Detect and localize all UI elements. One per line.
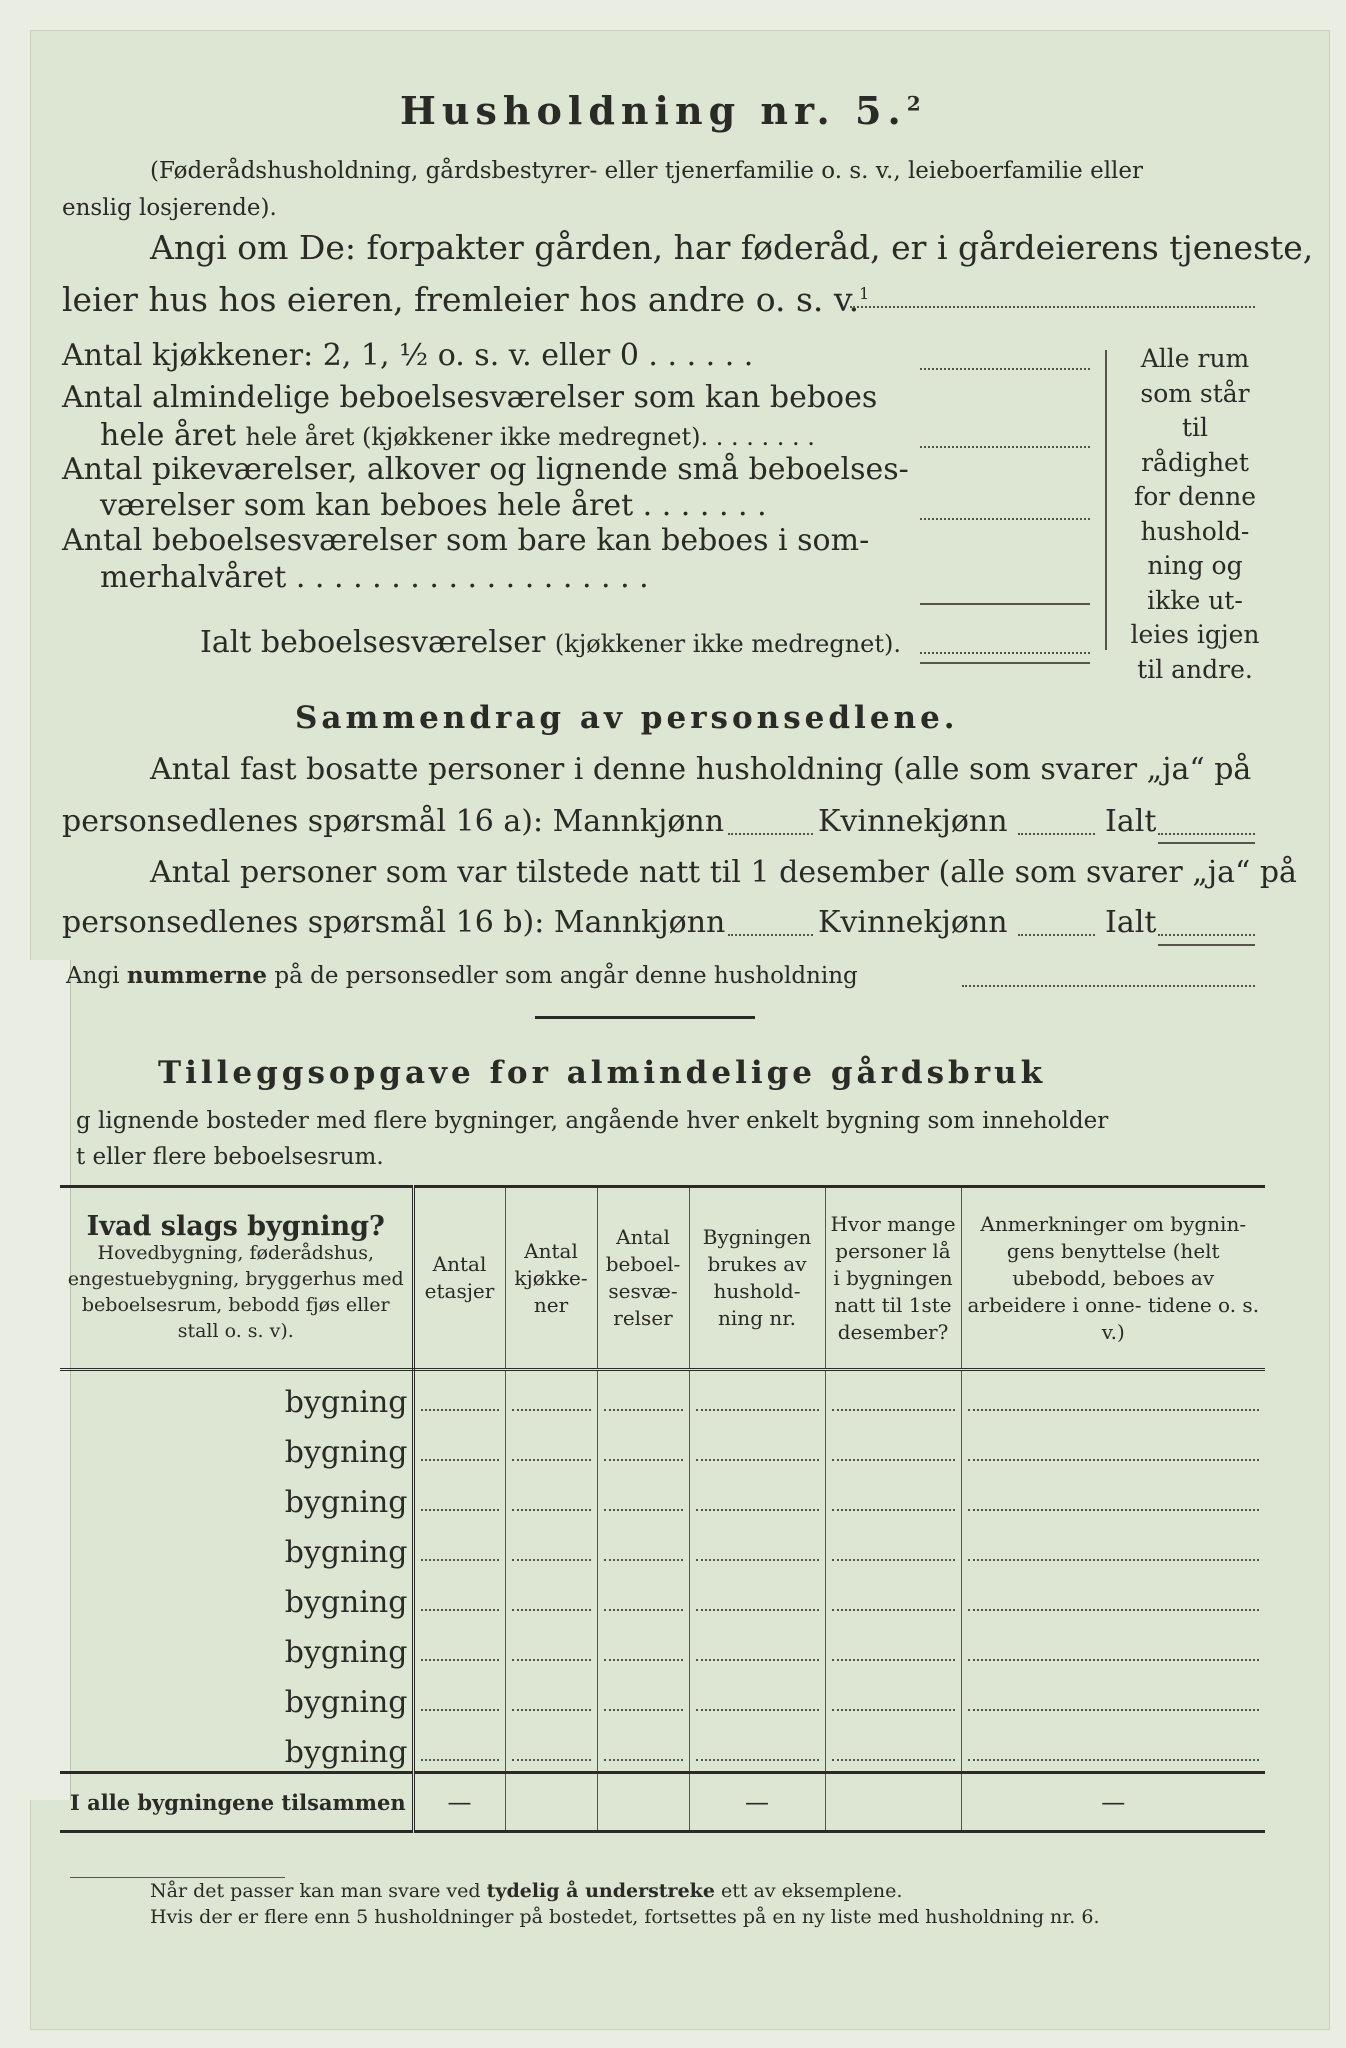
header-persons: Hvor mange personer lå i bygningen natt til 1ste desember?: [825, 1187, 961, 1370]
rooms-cell[interactable]: [597, 1571, 689, 1621]
cell-dotted-line: [604, 1409, 683, 1411]
floors-cell[interactable]: [413, 1521, 505, 1571]
header-household-no: Bygningen brukes av hushold- ning nr.: [689, 1187, 825, 1370]
supplement-line-1: g lignende bosteder med flere bygninger, angående hver enkelt bygning som inneholder: [76, 1108, 1109, 1134]
header-kitchens: Antal kjøkke- ner: [505, 1187, 597, 1370]
rooms-cell[interactable]: [597, 1721, 689, 1773]
floors-cell[interactable]: [413, 1621, 505, 1671]
intro-answer-line[interactable]: [850, 306, 1255, 308]
cell-dotted-line: [696, 1559, 819, 1561]
building-row-label[interactable]: bygning: [60, 1370, 413, 1422]
summary-heading: Sammendrag av personsedlene.: [295, 700, 959, 736]
summer-rooms-label-1: Antal beboelsesværelser som bare kan beboes i som-: [62, 523, 870, 558]
household-cell[interactable]: [689, 1471, 825, 1521]
persons-cell[interactable]: [825, 1571, 961, 1621]
p2-total-underline: [1158, 944, 1255, 946]
cell-dotted-line: [512, 1609, 591, 1611]
floors-cell[interactable]: [413, 1671, 505, 1721]
cell-dotted-line: [696, 1709, 819, 1711]
persons-cell[interactable]: [825, 1521, 961, 1571]
remarks-cell[interactable]: [961, 1471, 1265, 1521]
total-row-label: I alle bygningene tilsammen: [60, 1773, 413, 1832]
summary-p2-line-1: Antal personer som var tilstede natt til 1 desember (alle som svarer „ja“ på: [150, 855, 1297, 890]
cell-dotted-line: [832, 1459, 955, 1461]
p2-total-label: Ialt: [1105, 905, 1157, 940]
table-row: [60, 1571, 1265, 1621]
floors-cell[interactable]: [413, 1370, 505, 1422]
kitchens-cell[interactable]: [505, 1521, 597, 1571]
cell-dotted-line: [604, 1609, 683, 1611]
persons-cell[interactable]: [825, 1421, 961, 1471]
summer-rooms-answer-line[interactable]: [920, 603, 1090, 605]
p1-total-label: Ialt: [1105, 804, 1157, 839]
household-cell[interactable]: [689, 1571, 825, 1621]
ordinary-rooms-label-2: hele året hele året (kjøkkener ikke medregnet). . . . . . . .: [100, 418, 815, 453]
kitchens-cell[interactable]: [505, 1721, 597, 1773]
cell-dotted-line: [421, 1709, 499, 1711]
table-header-row: [60, 1187, 1265, 1370]
cell-dotted-line: [512, 1559, 591, 1561]
persons-cell[interactable]: [825, 1471, 961, 1521]
cell-dotted-line: [968, 1709, 1260, 1711]
cell-dotted-line: [968, 1659, 1260, 1661]
cell-dotted-line: [512, 1459, 591, 1461]
subtitle-line-1: (Føderådshusholdning, gårdsbestyrer- eller tjenerfamilie o. s. v., leieboerfamilie eller: [150, 158, 1144, 184]
floors-cell[interactable]: [413, 1471, 505, 1521]
cell-dotted-line: [696, 1609, 819, 1611]
remarks-cell[interactable]: [961, 1421, 1265, 1471]
total-rooms-answer-line[interactable]: [920, 652, 1090, 654]
maid-rooms-answer-line[interactable]: [920, 518, 1090, 520]
cell-dotted-line: [421, 1609, 499, 1611]
p1-male-field[interactable]: [728, 833, 813, 835]
cell-dotted-line: [832, 1659, 955, 1661]
cell-dotted-line: [604, 1559, 683, 1561]
cell-dotted-line: [696, 1509, 819, 1511]
kitchens-cell[interactable]: [505, 1571, 597, 1621]
cell-dotted-line: [421, 1659, 499, 1661]
cell-dotted-line: [421, 1509, 499, 1511]
total-household: —: [689, 1773, 825, 1832]
household-cell[interactable]: [689, 1621, 825, 1671]
kitchens-cell[interactable]: [505, 1471, 597, 1521]
header-remarks: Anmerkninger om bygnin- gens benyttelse (helt ubebodd, beboes av arbeidere i onne- tidene o. s. v.): [961, 1187, 1265, 1370]
cell-dotted-line: [604, 1659, 683, 1661]
remarks-cell[interactable]: [961, 1571, 1265, 1621]
supplement-line-2: t eller flere beboelsesrum.: [76, 1144, 384, 1170]
summary-p1-line-2: personsedlenes spørsmål 16 a): Mannkjønn: [62, 804, 725, 839]
footnote-2: Hvis der er flere enn 5 husholdninger på bostedet, fortsettes på en ny liste med husholdning nr. 6.: [150, 1906, 1100, 1928]
table-row: [60, 1721, 1265, 1773]
persons-cell[interactable]: [825, 1721, 961, 1773]
floors-cell[interactable]: [413, 1721, 505, 1773]
kitchens-label: Antal kjøkkener: 2, 1, ½ o. s. v. eller 0 . . . . . .: [62, 338, 754, 373]
kitchens-cell[interactable]: [505, 1621, 597, 1671]
cell-dotted-line: [604, 1759, 683, 1761]
page-title: Husholdning nr. 5.$^2$: [400, 88, 921, 133]
header-floors: Antal etasjer: [413, 1187, 505, 1370]
cell-dotted-line: [968, 1409, 1260, 1411]
summary-p2-line-2: personsedlenes spørsmål 16 b): Mannkjønn: [62, 905, 726, 940]
section-divider: [535, 1016, 755, 1019]
rooms-cell[interactable]: [597, 1671, 689, 1721]
remarks-cell[interactable]: [961, 1671, 1265, 1721]
building-row-label[interactable]: bygning: [60, 1721, 413, 1773]
floors-cell[interactable]: [413, 1421, 505, 1471]
cell-dotted-line: [696, 1459, 819, 1461]
supplement-heading: Tilleggsopgave for almindelige gårdsbruk: [158, 1055, 1047, 1091]
numbers-label: Angi nummerne på de personsedler som angår denne husholdning: [66, 962, 858, 989]
cell-dotted-line: [604, 1509, 683, 1511]
cell-dotted-line: [512, 1659, 591, 1661]
side-note: Alle rum som står til rådighet for denne hushold- ning og ikke ut- leies igjen til andre.: [1130, 344, 1260, 684]
table-row: [60, 1421, 1265, 1471]
total-floors: —: [413, 1773, 505, 1832]
cell-dotted-line: [604, 1459, 683, 1461]
building-row-label[interactable]: bygning: [60, 1521, 413, 1571]
persons-cell[interactable]: [825, 1621, 961, 1671]
cell-dotted-line: [832, 1759, 955, 1761]
numbers-field[interactable]: [962, 985, 1255, 987]
total-rooms-underline: [920, 662, 1090, 664]
cell-dotted-line: [512, 1759, 591, 1761]
cell-dotted-line: [696, 1659, 819, 1661]
remarks-cell[interactable]: [961, 1521, 1265, 1571]
building-row-label[interactable]: bygning: [60, 1621, 413, 1671]
cell-dotted-line: [421, 1559, 499, 1561]
household-cell[interactable]: [689, 1671, 825, 1721]
kitchens-answer-line[interactable]: [920, 368, 1090, 370]
cell-dotted-line: [832, 1709, 955, 1711]
persons-cell[interactable]: [825, 1370, 961, 1422]
floors-cell[interactable]: [413, 1571, 505, 1621]
remarks-cell[interactable]: [961, 1621, 1265, 1671]
kitchens-cell[interactable]: [505, 1370, 597, 1422]
header-rooms: Antal beboel- sesvæ- relser: [597, 1187, 689, 1370]
cell-dotted-line: [968, 1459, 1260, 1461]
p2-male-field[interactable]: [728, 934, 813, 936]
cell-dotted-line: [968, 1609, 1260, 1611]
rooms-cell[interactable]: [597, 1370, 689, 1422]
p1-female-label: Kvinnekjønn: [818, 804, 1008, 839]
household-cell[interactable]: [689, 1721, 825, 1773]
cell-dotted-line: [696, 1409, 819, 1411]
kitchens-cell[interactable]: [505, 1421, 597, 1471]
total-kitchens[interactable]: [505, 1773, 597, 1832]
cell-dotted-line: [968, 1509, 1260, 1511]
rooms-cell[interactable]: [597, 1471, 689, 1521]
cell-dotted-line: [421, 1459, 499, 1461]
buildings-table: [60, 1185, 1265, 1833]
household-cell[interactable]: [689, 1421, 825, 1471]
rooms-cell[interactable]: [597, 1421, 689, 1471]
cell-dotted-line: [696, 1759, 819, 1761]
table-row: [60, 1471, 1265, 1521]
kitchens-cell[interactable]: [505, 1671, 597, 1721]
rooms-cell[interactable]: [597, 1621, 689, 1671]
cell-dotted-line: [832, 1409, 955, 1411]
building-row-label[interactable]: bygning: [60, 1421, 413, 1471]
remarks-cell[interactable]: [961, 1721, 1265, 1773]
table-row: [60, 1671, 1265, 1721]
total-rooms[interactable]: [597, 1773, 689, 1832]
ordinary-rooms-label-1: Antal almindelige beboelsesværelser som kan beboes: [62, 380, 878, 415]
cell-dotted-line: [604, 1709, 683, 1711]
p1-female-field[interactable]: [1018, 833, 1095, 835]
p1-total-field[interactable]: [1158, 833, 1255, 835]
header-building-type: Ivad slags bygning? Hovedbygning, føderådshus, engestuebygning, bryggerhus med beboelsesrum, bebodd fjøs eller stall o. s. v).: [60, 1187, 413, 1370]
table-row: [60, 1370, 1265, 1422]
building-row-label[interactable]: bygning: [60, 1671, 413, 1721]
cell-dotted-line: [421, 1409, 499, 1411]
footnote-1: Når det passer kan man svare ved tydelig å understreke ett av eksemplene.: [150, 1880, 903, 1902]
persons-cell[interactable]: [825, 1671, 961, 1721]
cell-dotted-line: [832, 1559, 955, 1561]
total-remarks: —: [961, 1773, 1265, 1832]
cell-dotted-line: [832, 1609, 955, 1611]
intro-line-2: leier hus hos eieren, fremleier hos andre o. s. v.$^1$: [62, 280, 870, 319]
cell-dotted-line: [512, 1409, 591, 1411]
side-note-brace: [1105, 350, 1121, 650]
household-cell[interactable]: [689, 1370, 825, 1422]
maid-rooms-label-2: værelser som kan beboes hele året . . . . . . .: [100, 488, 767, 523]
rooms-cell[interactable]: [597, 1521, 689, 1571]
building-row-label[interactable]: bygning: [60, 1471, 413, 1521]
p2-total-field[interactable]: [1158, 934, 1255, 936]
intro-line-1: Angi om De: forpakter gården, har føderåd, er i gårdeierens tjeneste,: [150, 228, 1314, 267]
table-row: [60, 1521, 1265, 1571]
subtitle-line-2: enslig losjerende).: [62, 195, 277, 221]
summer-rooms-label-2: merhalvåret . . . . . . . . . . . . . . . . . . .: [100, 560, 649, 595]
remarks-cell[interactable]: [961, 1370, 1265, 1422]
building-row-label[interactable]: bygning: [60, 1571, 413, 1621]
cell-dotted-line: [968, 1559, 1260, 1561]
cell-dotted-line: [512, 1509, 591, 1511]
cell-dotted-line: [968, 1759, 1260, 1761]
summary-p1-line-1: Antal fast bosatte personer i denne husholdning (alle som svarer „ja“ på: [150, 752, 1252, 787]
table-total-row: [60, 1773, 1265, 1832]
cell-dotted-line: [832, 1509, 955, 1511]
footnote-separator: [70, 1877, 285, 1878]
total-rooms-label: Ialt beboelsesværelser (kjøkkener ikke medregnet).: [200, 625, 902, 660]
maid-rooms-label-1: Antal pikeværelser, alkover og lignende små beboelses-: [62, 452, 909, 487]
household-cell[interactable]: [689, 1521, 825, 1571]
ordinary-rooms-answer-line[interactable]: [920, 446, 1090, 448]
total-persons[interactable]: [825, 1773, 961, 1832]
p1-total-underline: [1158, 842, 1255, 844]
p2-female-field[interactable]: [1018, 934, 1095, 936]
table-row: [60, 1621, 1265, 1671]
cell-dotted-line: [421, 1759, 499, 1761]
p2-female-label: Kvinnekjønn: [818, 905, 1008, 940]
cell-dotted-line: [512, 1709, 591, 1711]
